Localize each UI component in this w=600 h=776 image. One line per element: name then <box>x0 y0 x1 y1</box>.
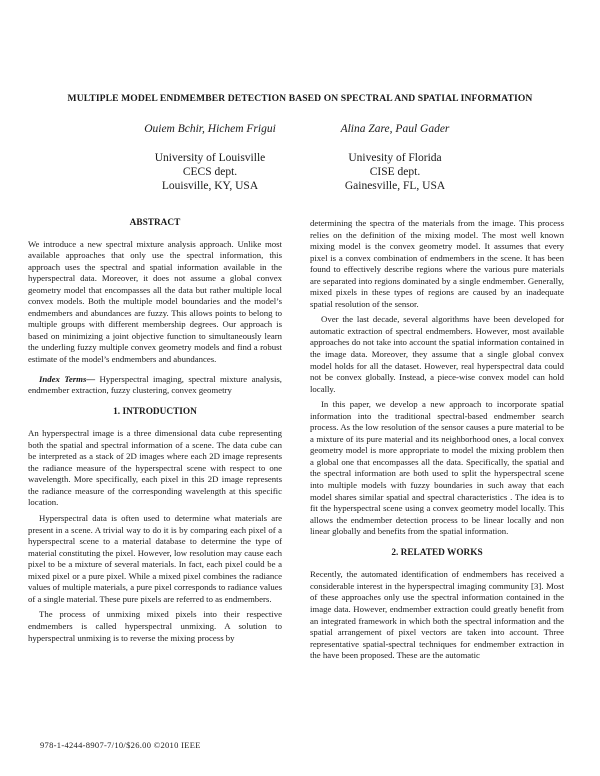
affiliation-left-line: Louisville, KY, USA <box>161 180 259 193</box>
introduction-paragraph: The process of unmixing mixed pixels into their respective endmembers is called hyperspectral unmixing. A solution to hyperspectral unmixing is to reverse the mixing process by <box>28 609 282 643</box>
right-column <box>310 218 564 662</box>
related-works-heading: 2. RELATED WORKS <box>391 547 483 558</box>
introduction-paragraph: Hyperspectral data is often used to determine what materials are present in a scene. A trivial way to do it is by comparing each pixel of a hyperspectral scene to a material database to determine the type of material constituting the pixel. However, low resolution may cause each pixel to be a mixture of several materials. In fact, each pixel could be a mixed pixel or a pure pixel. While a mixed pixel combines the radiance values of multiple materials, a pure pixel corresponds to radiance values of a single material. These pure pixels are referred to as endmembers. <box>28 513 282 604</box>
index-terms-label: Index Terms— <box>39 373 96 384</box>
authors-left: Ouiem Bchir, Hichem Frigui <box>144 123 276 135</box>
affiliation-right-line: Univesity of Florida <box>348 152 442 164</box>
body-paragraph: In this paper, we develop a new approach to incorporate spatial information into the traditional spectral-based endmember search process. As the low resolution of the sensor causes a pure material to be a mixture of its pure material and its neighborhood ones, a local convex geometry model is more appropriate to model the mixing problem then a global one that encompasses all the data. Specifically, the spatial and the spectral information are both used to split the hyperspectral scene into multiple models with fuzzy boundaries in such away that each model shares similar spatial and spectral characteristics . The idea is to fit the hyperspectral scene using a convex geometry model locally. This allows the endmember detection process to be linear locally and non linear globally and benefits from the spatial information. <box>310 399 564 537</box>
index-terms-text: Hyperspectral imaging, spectral mixture analysis, endmember extraction, fuzzy clustering, convex geometry <box>28 373 282 396</box>
abstract-heading: ABSTRACT <box>129 218 181 228</box>
body-paragraph: Over the last decade, several algorithms have been developed for automatic extraction of spectral endmembers. However, most available approaches do not take into account the spatial information contained in the image data. Moreover, they assume that a single global convex model holds for all the dataset. However, real hyperspectral data could not be convex globally. Instead, a piece-wise convex model can hold locally. <box>310 314 564 394</box>
related-works-paragraph: Recently, the automated identification of endmembers has received a considerable interest in the hyperspectral imaging community [3]. Most of these approaches only use the spectral information contained in the image data. However, endmember extraction could greatly benefit from an integrated framework in which both the spectral information and the spatial arrangement of pixel vectors are taken into account. Three representative spatial-spectral techniques for endmember extraction in the have been proposed. These are the automatic <box>310 569 564 661</box>
introduction-paragraph: An hyperspectral image is a three dimensional data cube representing both the spatial and spectral information of a scene. The data cube can be interpreted as a stack of 2D images where each 2D image represents the radiance measure of the hyperspectral scene with respect to one wavelength. More specifically, each pixel in this 2D image represents the radiance measure of the corresponding wavelength at this specific location. <box>28 428 282 508</box>
authors-right: Alina Zare, Paul Gader <box>340 123 450 135</box>
affiliation-left <box>130 151 290 194</box>
abstract-text: We introduce a new spectral mixture analysis approach. Unlike most available approaches that only use the spectral information, this approach uses the spectral and spatial information available in the hyperspectral data. Moreover, it does not assume a global convex geometry model that encompasses all the data but rather multiple local convex models. Both the multiple model boundaries and the model’s endmembers and abundances are fuzzy. This allows points to belong to multiple groups with different membership degrees. Our approach is based on minimizing a joint objective function to simultaneously learn the underling fuzzy multiple convex geometry models and find a robust estimate of the model’s endmembers and abundances. <box>28 238 282 365</box>
body-paragraph: determining the spectra of the materials from the image. This process relies on the definition of the mixing model. The most well known mixing model is the convex geometry model. It assumes that every pixel is a convex combination of endmembers in the scene. It has been found to effectively describe regions where the various pure materials are separated into regions dominated by a single endmember. Generally, mixed pixels in these types of regions are caused by an inadequate spatial resolution of the sensor. <box>310 218 564 309</box>
copyright-footer: 978-1-4244-8907-7/10/$26.00 ©2010 IEEE <box>40 740 201 750</box>
affiliation-left-line: University of Louisville <box>154 152 266 164</box>
left-column <box>28 218 282 644</box>
paper-title: MULTIPLE MODEL ENDMEMBER DETECTION BASED ON SPECTRAL AND SPATIAL INFORMATION <box>67 93 533 104</box>
affiliation-right-line: CISE dept. <box>369 166 421 179</box>
affiliation-right-line: Gainesville, FL, USA <box>344 180 446 193</box>
affiliation-right <box>320 151 470 194</box>
affiliation-left-line: CECS dept. <box>182 166 238 179</box>
index-terms <box>28 374 282 397</box>
introduction-heading: 1. INTRODUCTION <box>113 406 197 417</box>
